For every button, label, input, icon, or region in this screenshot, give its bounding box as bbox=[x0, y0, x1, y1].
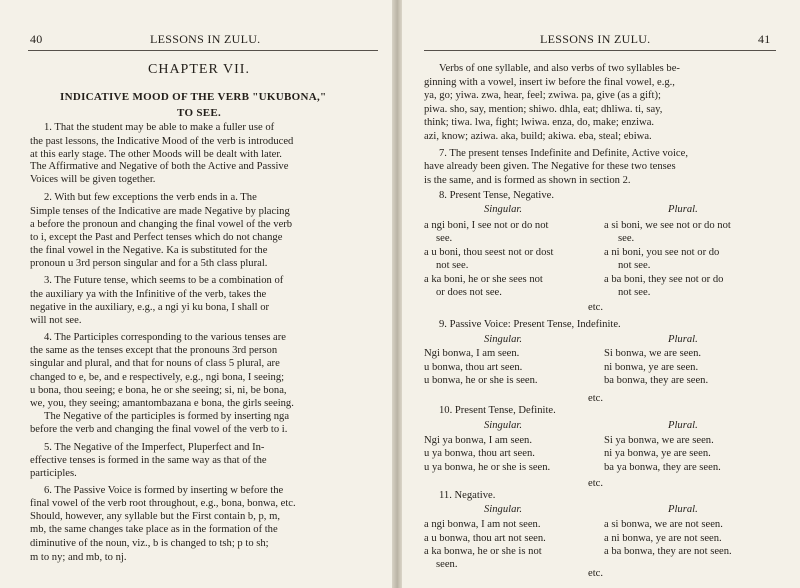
right-header-rule bbox=[424, 50, 776, 51]
singular-form: a ngi bonwa, I am not seen. bbox=[424, 519, 541, 530]
left-text-line: 5. The Negative of the Imperfect, Pluperfect and In- bbox=[44, 442, 265, 453]
singular-form: not see. bbox=[436, 260, 469, 271]
left-text-line: the same as the tenses except that the pronouns 3rd person bbox=[30, 345, 278, 356]
chapter-title: CHAPTER VII. bbox=[148, 62, 250, 77]
left-text-line: at this early stage. The other Moods will be dealt with later. bbox=[30, 149, 282, 160]
singular-form: see. bbox=[436, 233, 453, 244]
left-running-head: LESSONS IN ZULU. bbox=[150, 32, 261, 46]
etc-marker: etc. bbox=[588, 393, 603, 404]
singular-form: a u boni, thou seest not or dost bbox=[424, 247, 554, 258]
plural-form: a ba bonwa, they are not seen. bbox=[604, 546, 732, 557]
left-text-line: will not see. bbox=[30, 315, 82, 326]
intro-text-line: azi, know; aziwa. aka, build; akiwa. eba, steal; ebiwa. bbox=[424, 131, 652, 142]
right-page-number: 41 bbox=[758, 32, 771, 46]
left-text-line: The Negative of the participles is formed by inserting nga bbox=[44, 411, 290, 422]
singular-form: u bonwa, thou art seen. bbox=[424, 362, 523, 373]
left-text-line: we, you, they seeing; amantombazana e bona, the girls seeing. bbox=[30, 398, 294, 409]
plural-form: a si boni, we see not or do not bbox=[604, 220, 731, 231]
left-text-line: a before the pronoun and changing the final vowel of the verb bbox=[30, 219, 293, 230]
left-text-line: participles. bbox=[30, 468, 77, 479]
left-header-rule bbox=[28, 50, 378, 51]
plural-label: Plural. bbox=[668, 334, 698, 345]
singular-label: Singular. bbox=[484, 204, 522, 215]
left-text-line: the auxiliary ya with the Infinitive of the verb, takes the bbox=[30, 289, 267, 300]
left-text-line: mb, the same changes take place as in the formation of the bbox=[30, 524, 278, 535]
intro-text-line: have already been given. The Negative for these two tenses bbox=[424, 161, 676, 172]
intro-text-line: ya, go; yiwa. zwa, hear, feel; zwiwa. pa, give (as a gift); bbox=[424, 90, 661, 101]
plural-form: ni bonwa, ye are seen. bbox=[604, 362, 699, 373]
plural-form: ba ya bonwa, they are seen. bbox=[604, 462, 721, 473]
intro-text-line: ginning with a vowel, insert iw before the final vowel, e.g., bbox=[424, 77, 675, 88]
plural-form: not see. bbox=[618, 287, 651, 298]
left-text-line: Should, however, any syllable but the First contain b, p, m, bbox=[30, 511, 280, 522]
intro-text-line: think; tiwa. lwa, fight; lwiwa. enza, do, make; enziwa. bbox=[424, 117, 655, 128]
right-page bbox=[402, 0, 800, 588]
left-text-line: Voices will be given together. bbox=[30, 174, 156, 185]
singular-form: u ya bonwa, he or she is seen. bbox=[424, 462, 551, 473]
etc-marker: etc. bbox=[588, 302, 603, 313]
left-page bbox=[0, 0, 394, 588]
plural-form: Si bonwa, we are seen. bbox=[604, 348, 702, 359]
singular-form: a ngi boni, I see not or do not bbox=[424, 220, 549, 231]
plural-label: Plural. bbox=[668, 420, 698, 431]
left-text-line: final vowel of the verb root throughout, e.g., bona, bonwa, etc. bbox=[30, 498, 296, 509]
singular-form: or does not see. bbox=[436, 287, 502, 298]
plural-form: ni ya bonwa, ye are seen. bbox=[604, 448, 711, 459]
intro-text-line: Verbs of one syllable, and also verbs of two syllables be- bbox=[439, 63, 680, 74]
singular-label: Singular. bbox=[484, 334, 522, 345]
left-text-line: 2. With but few exceptions the verb ends in a. The bbox=[44, 192, 257, 203]
plural-form: a si bonwa, we are not seen. bbox=[604, 519, 723, 530]
left-text-line: m to ny; and mb, to nj. bbox=[30, 552, 127, 563]
singular-label: Singular. bbox=[484, 420, 522, 431]
intro-text-line: piwa. sho, say, mention; shiwo. dhla, eat; dhliwa. ti, say, bbox=[424, 104, 663, 115]
left-text-line: singular and plural, and that for nouns of class 5 plural, are bbox=[30, 358, 280, 369]
plural-form: a ba boni, they see not or do bbox=[604, 274, 724, 285]
etc-marker: etc. bbox=[588, 478, 603, 489]
left-text-line: before the verb and changing the final vowel of the verb to i. bbox=[30, 424, 288, 435]
left-text-line: changed to e, be, and e respectively, e.g., ngi bona, I seeing; bbox=[30, 372, 285, 383]
s9-heading: 9. Passive Voice: Present Tense, Indefinite. bbox=[439, 319, 621, 330]
s10-heading: 10. Present Tense, Definite. bbox=[439, 405, 556, 416]
singular-form: a u bonwa, thou art not seen. bbox=[424, 533, 546, 544]
plural-form: Si ya bonwa, we are seen. bbox=[604, 435, 714, 446]
etc-marker: etc. bbox=[588, 568, 603, 579]
intro-text-line: is the same, and is formed as shown in section 2. bbox=[424, 175, 631, 186]
left-text-line: u bona, thou seeing; e bona, he or she seeing; si, ni, be bona, bbox=[30, 385, 287, 396]
singular-form: u bonwa, he or she is seen. bbox=[424, 375, 538, 386]
plural-form: see. bbox=[618, 233, 635, 244]
s11-heading: 11. Negative. bbox=[439, 490, 496, 501]
left-text-line: 3. The Future tense, which seems to be a combination of bbox=[44, 275, 284, 286]
plural-label: Plural. bbox=[668, 204, 698, 215]
intro-text-line: 7. The present tenses Indefinite and Definite, Active voice, bbox=[439, 148, 688, 159]
left-text-line: 4. The Participles corresponding to the various tenses are bbox=[44, 332, 286, 343]
left-text-line: effective tenses is formed in the same way as that of the bbox=[30, 455, 267, 466]
right-running-head: LESSONS IN ZULU. bbox=[540, 32, 651, 46]
singular-form: Ngi bonwa, I am seen. bbox=[424, 348, 520, 359]
singular-form: a ka bonwa, he or she is not bbox=[424, 546, 542, 557]
left-text-line: negative in the auxiliary, e.g., a ngi yi ku bona, I shall or bbox=[30, 302, 270, 313]
plural-form: a ni bonwa, ye are not seen. bbox=[604, 533, 722, 544]
left-text-line: 1. That the student may be able to make a fuller use of bbox=[44, 122, 275, 133]
section-title-line-2: TO SEE. bbox=[177, 107, 222, 119]
left-text-line: to i, except the Past and Perfect tenses which do not change bbox=[30, 232, 283, 243]
left-text-line: The Affirmative and Negative of both the Active and Passive bbox=[30, 161, 289, 172]
left-text-line: 6. The Passive Voice is formed by inserting w before the bbox=[44, 485, 284, 496]
plural-label: Plural. bbox=[668, 504, 698, 515]
singular-form: u ya bonwa, thou art seen. bbox=[424, 448, 535, 459]
singular-form: Ngi ya bonwa, I am seen. bbox=[424, 435, 532, 446]
plural-form: a ni boni, you see not or do bbox=[604, 247, 720, 258]
left-text-line: the past lessons, the Indicative Mood of the verb is introduced bbox=[30, 136, 294, 147]
left-text-line: the final vowel in the Negative. Ka is substituted for the bbox=[30, 245, 268, 256]
plural-form: ba bonwa, they are seen. bbox=[604, 375, 709, 386]
left-text-line: diminutive of the noun, viz., b is changed to tsh; p to sh; bbox=[30, 538, 269, 549]
section-title-line-1: INDICATIVE MOOD OF THE VERB "UKUBONA," bbox=[60, 91, 327, 103]
plural-form: not see. bbox=[618, 260, 651, 271]
singular-form: a ka boni, he or she sees not bbox=[424, 274, 543, 285]
s8-heading: 8. Present Tense, Negative. bbox=[439, 190, 554, 201]
left-page-number: 40 bbox=[30, 32, 43, 46]
left-text-line: Simple tenses of the Indicative are made Negative by placing bbox=[30, 206, 290, 217]
singular-form: seen. bbox=[436, 559, 458, 570]
singular-label: Singular. bbox=[484, 504, 522, 515]
left-text-line: pronoun u 3rd person singular and for a 5th class plural. bbox=[30, 258, 268, 269]
